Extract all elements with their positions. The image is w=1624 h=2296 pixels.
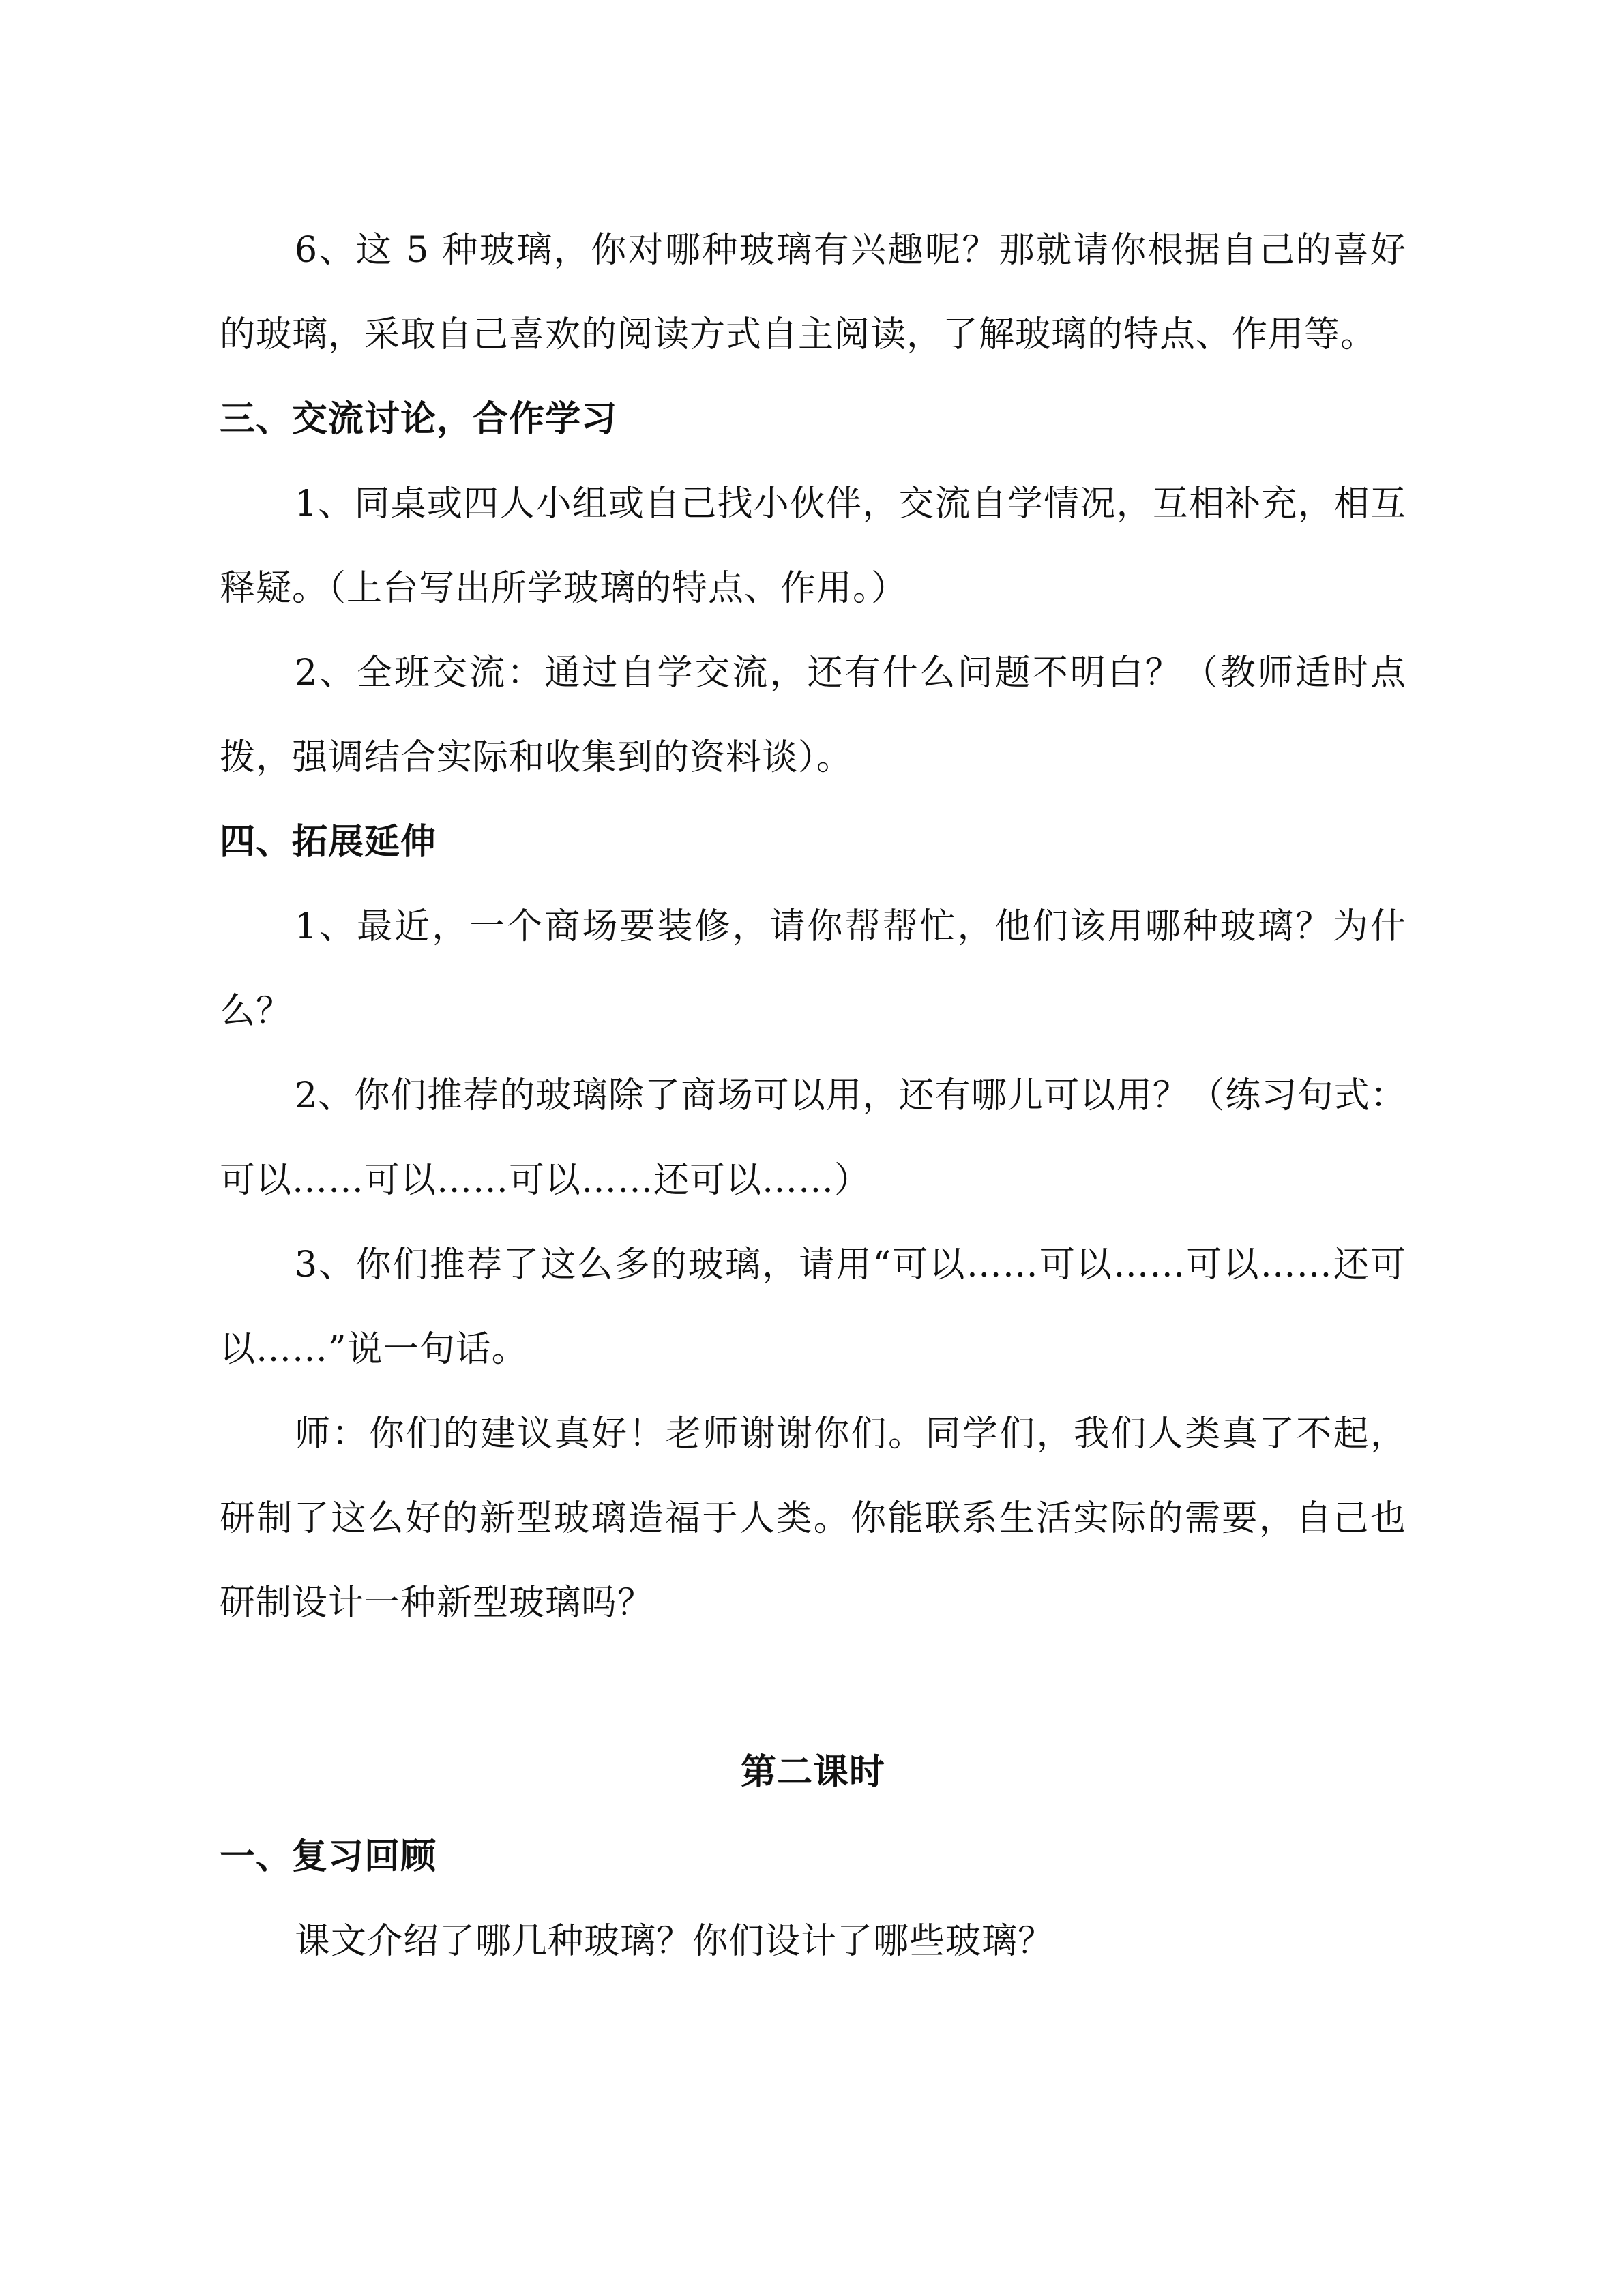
paragraph-item-6: 6、这 5 种玻璃，你对哪种玻璃有兴趣呢？那就请你根据自己的喜好的玻璃，采取自己喜欢的阅读方式自主阅读，了解玻璃的特点、作用等。 [220,230,1406,355]
paragraph-4-3: 3、你们推荐了这么多的玻璃，请用“可以……可以……可以……还可以……”说一句话。 [220,1244,1406,1370]
section-heading-1: 一、复习回顾 [220,1836,437,1877]
document-content [220,208,1406,1984]
paragraph-4-4: 师：你们的建议真好！老师谢谢你们。同学们，我们人类真了不起，研制了这么好的新型玻璃造福于人类。你能联系生活实际的需要，自己也研制设计一种新型玻璃吗？ [220,1414,1406,1624]
paragraph-3-1: 1、同桌或四人小组或自己找小伙伴，交流自学情况，互相补充，相互释疑。（上台写出所学玻璃的特点、作用。） [220,483,1406,609]
paragraph-4-1: 1、最近，一个商场要装修，请你帮帮忙，他们该用哪种玻璃？为什么？ [220,906,1406,1032]
lesson-title: 第二课时 [740,1752,885,1793]
section-spacer [220,1645,1406,1730]
section-heading-4: 四、拓展延伸 [220,822,437,863]
section-heading-3: 三、交流讨论，合作学习 [220,399,618,440]
paragraph-4-2: 2、你们推荐的玻璃除了商场可以用，还有哪儿可以用？（练习句式：可以……可以……可以……还可以……） [220,1075,1406,1201]
paragraph-3-2: 2、全班交流：通过自学交流，还有什么问题不明白？（教师适时点拨，强调结合实际和收集到的资料谈）。 [220,653,1406,778]
paragraph-1-1: 课文介绍了哪几种玻璃？你们设计了哪些玻璃？ [295,1921,1054,1962]
